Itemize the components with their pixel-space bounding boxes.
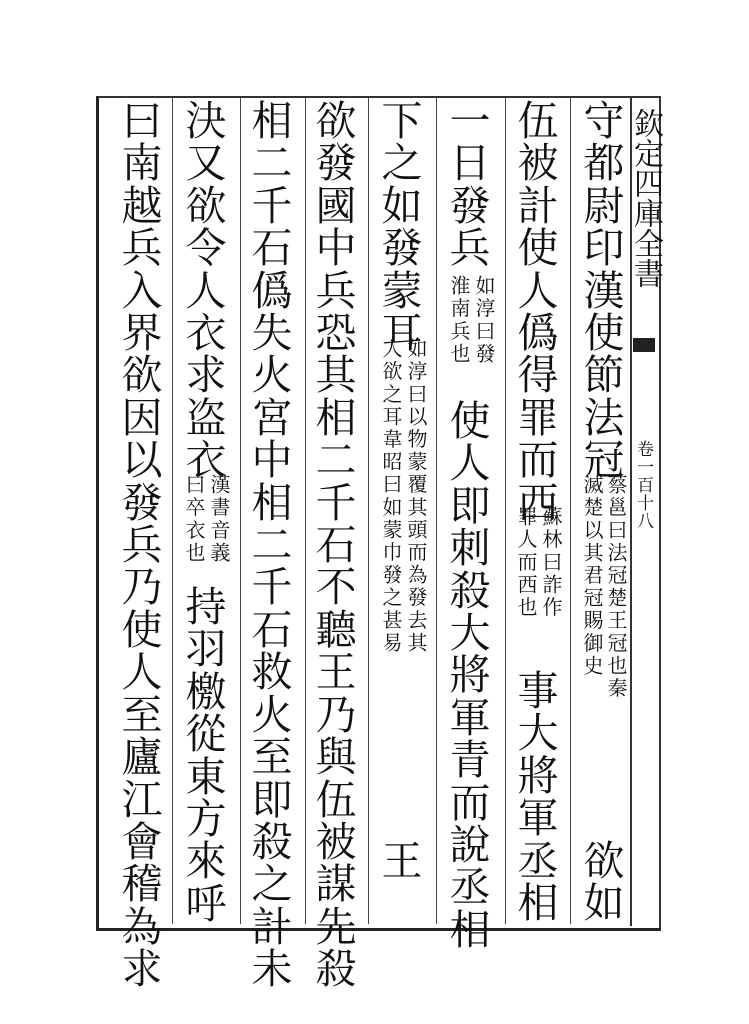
column-rule bbox=[436, 98, 437, 924]
character: 二 bbox=[251, 521, 293, 570]
character: 使 bbox=[121, 605, 163, 654]
character: 令 bbox=[185, 224, 227, 273]
character: 求 bbox=[121, 945, 163, 994]
character: 石 bbox=[315, 521, 357, 570]
character: 日 bbox=[449, 139, 491, 188]
character: 說 bbox=[449, 821, 491, 870]
character: 方 bbox=[185, 795, 227, 844]
text-column-6 bbox=[250, 97, 294, 994]
text-column-2-cont bbox=[516, 667, 560, 928]
character: 發 bbox=[381, 224, 423, 273]
character: 兵 bbox=[449, 224, 491, 273]
column-rule bbox=[240, 98, 241, 924]
character: 謀 bbox=[315, 860, 357, 909]
character: 人 bbox=[185, 266, 227, 315]
character: 千 bbox=[251, 181, 293, 230]
character: 而 bbox=[449, 778, 491, 827]
text-column-8 bbox=[120, 97, 164, 994]
character: 欲 bbox=[121, 351, 163, 400]
character: 人 bbox=[517, 266, 559, 315]
character: 人 bbox=[449, 439, 491, 488]
character: 失 bbox=[251, 309, 293, 358]
character: 中 bbox=[315, 224, 357, 273]
character: 尉 bbox=[583, 181, 625, 230]
character: 大 bbox=[449, 609, 491, 658]
character: 冠 bbox=[583, 436, 625, 485]
character: 中 bbox=[251, 436, 293, 485]
character: 即 bbox=[251, 775, 293, 824]
character: 相 bbox=[517, 879, 559, 928]
character: 被 bbox=[315, 817, 357, 866]
character: 未 bbox=[251, 945, 293, 994]
character: 王 bbox=[381, 837, 423, 885]
character: 僞 bbox=[251, 266, 293, 315]
text-column-5 bbox=[314, 97, 358, 994]
character: 漢 bbox=[583, 266, 625, 315]
character: 千 bbox=[251, 563, 293, 612]
character: 如 bbox=[381, 181, 423, 230]
character: 發 bbox=[121, 478, 163, 527]
character: 衣 bbox=[185, 436, 227, 485]
character: 越 bbox=[121, 181, 163, 230]
juan-number: 卷一百十八 bbox=[633, 440, 653, 530]
character: 被 bbox=[517, 139, 559, 188]
character: 為 bbox=[121, 902, 163, 951]
character: 乃 bbox=[121, 563, 163, 612]
character: 求 bbox=[185, 351, 227, 400]
annotation-column-4-left: 人欲之耳韋昭曰如蒙巾發之甚易 bbox=[379, 338, 403, 655]
character: 二 bbox=[315, 436, 357, 485]
character: 從 bbox=[185, 710, 227, 759]
character: 刺 bbox=[449, 524, 491, 573]
annotation-column-3-right: 如淳曰發 bbox=[472, 275, 496, 366]
character: 兵 bbox=[121, 521, 163, 570]
annotation-column-2-right: 蘇林曰詐作 bbox=[539, 506, 563, 619]
character: 相 bbox=[251, 478, 293, 527]
character: 人 bbox=[121, 648, 163, 697]
annotation-column-1-left: 滅楚以其君冠賜御史 bbox=[580, 474, 604, 678]
character: 會 bbox=[121, 817, 163, 866]
character: 將 bbox=[449, 651, 491, 700]
character: 將 bbox=[517, 751, 559, 800]
character: 衣 bbox=[185, 309, 227, 358]
text-column-1 bbox=[582, 97, 626, 485]
text-column-4-cont bbox=[380, 837, 424, 885]
character: 計 bbox=[517, 181, 559, 230]
character: 界 bbox=[121, 309, 163, 358]
character: 至 bbox=[121, 690, 163, 739]
character: 伍 bbox=[315, 775, 357, 824]
character: 檄 bbox=[185, 667, 227, 716]
character: 計 bbox=[251, 902, 293, 951]
character: 丞 bbox=[449, 863, 491, 912]
character: 青 bbox=[449, 736, 491, 785]
text-column-7 bbox=[184, 97, 228, 485]
character: 盗 bbox=[185, 393, 227, 442]
character: 殺 bbox=[449, 566, 491, 615]
character: 石 bbox=[251, 224, 293, 273]
character: 救 bbox=[251, 648, 293, 697]
character: 與 bbox=[315, 733, 357, 782]
text-column-3-cont bbox=[448, 397, 492, 954]
character: 欲 bbox=[315, 97, 357, 145]
character: 不 bbox=[315, 563, 357, 612]
character: 罪 bbox=[517, 393, 559, 442]
character: 丞 bbox=[517, 836, 559, 885]
character: 軍 bbox=[449, 693, 491, 742]
character: 印 bbox=[583, 224, 625, 273]
character: 東 bbox=[185, 752, 227, 801]
character: 法 bbox=[583, 393, 625, 442]
character: 王 bbox=[315, 648, 357, 697]
character: 欲 bbox=[583, 837, 625, 885]
character: 至 bbox=[251, 733, 293, 782]
character: 廬 bbox=[121, 733, 163, 782]
character: 之 bbox=[381, 139, 423, 188]
annotation-column-7-right: 漢書音義 bbox=[207, 474, 231, 565]
fishtail-mark bbox=[633, 338, 655, 352]
text-column-7-cont bbox=[184, 583, 228, 928]
character: 乃 bbox=[315, 690, 357, 739]
character: 先 bbox=[315, 902, 357, 951]
character: 耳 bbox=[381, 309, 423, 358]
character: 兵 bbox=[315, 266, 357, 315]
character: 相 bbox=[449, 905, 491, 954]
character: 大 bbox=[517, 709, 559, 758]
character: 又 bbox=[185, 139, 227, 188]
character: 曰 bbox=[121, 97, 163, 145]
character: 以 bbox=[121, 436, 163, 485]
character: 稽 bbox=[121, 860, 163, 909]
text-column-1-cont bbox=[582, 837, 626, 928]
column-rule bbox=[505, 98, 506, 924]
book-title: 欽定四庫全書 bbox=[628, 108, 663, 288]
character: 因 bbox=[121, 393, 163, 442]
character: 發 bbox=[449, 181, 491, 230]
character: 蒙 bbox=[381, 266, 423, 315]
character: 下 bbox=[381, 97, 423, 145]
character: 兵 bbox=[121, 224, 163, 273]
annotation-column-1-right: 蔡邕曰法冠楚王冠也秦 bbox=[604, 474, 628, 700]
character: 二 bbox=[251, 139, 293, 188]
column-rule bbox=[172, 98, 173, 924]
character: 守 bbox=[583, 97, 625, 145]
character: 殺 bbox=[251, 817, 293, 866]
character: 伍 bbox=[517, 97, 559, 145]
character: 呼 bbox=[185, 879, 227, 928]
character: 欲 bbox=[185, 181, 227, 230]
column-rule bbox=[305, 98, 306, 924]
character: 使 bbox=[583, 309, 625, 358]
character: 國 bbox=[315, 181, 357, 230]
character: 殺 bbox=[315, 945, 357, 994]
character: 而 bbox=[517, 436, 559, 485]
character: 南 bbox=[121, 139, 163, 188]
character: 千 bbox=[315, 478, 357, 527]
character: 如 bbox=[583, 879, 625, 928]
column-rule bbox=[368, 98, 369, 924]
text-column-3 bbox=[448, 97, 492, 273]
character: 羽 bbox=[185, 625, 227, 674]
character: 西 bbox=[517, 478, 559, 527]
character: 使 bbox=[449, 397, 491, 445]
character: 都 bbox=[583, 139, 625, 188]
character: 聽 bbox=[315, 605, 357, 654]
character: 江 bbox=[121, 775, 163, 824]
annotation-column-2-left: 罪人而西也 bbox=[514, 506, 538, 619]
character: 軍 bbox=[517, 794, 559, 843]
character: 決 bbox=[185, 97, 227, 145]
text-column-4 bbox=[380, 97, 424, 358]
character: 持 bbox=[185, 583, 227, 631]
character: 相 bbox=[251, 97, 293, 145]
character: 節 bbox=[583, 351, 625, 400]
character: 火 bbox=[251, 351, 293, 400]
character: 一 bbox=[449, 97, 491, 145]
annotation-column-4-right: 如淳曰以物蒙覆其頭而為發去其 bbox=[404, 338, 428, 655]
character: 得 bbox=[517, 351, 559, 400]
annotation-column-3-left: 淮南兵也 bbox=[447, 275, 471, 366]
character: 使 bbox=[517, 224, 559, 273]
character: 之 bbox=[251, 860, 293, 909]
character: 石 bbox=[251, 605, 293, 654]
text-column-2 bbox=[516, 97, 560, 527]
character: 事 bbox=[517, 667, 559, 715]
column-rule bbox=[570, 98, 571, 924]
character: 相 bbox=[315, 393, 357, 442]
character: 發 bbox=[315, 139, 357, 188]
character: 其 bbox=[315, 351, 357, 400]
character: 僞 bbox=[517, 309, 559, 358]
character: 即 bbox=[449, 481, 491, 530]
annotation-column-7-left: 曰卒衣也 bbox=[182, 474, 206, 565]
character: 入 bbox=[121, 266, 163, 315]
character: 宮 bbox=[251, 393, 293, 442]
character: 恐 bbox=[315, 309, 357, 358]
character: 來 bbox=[185, 837, 227, 886]
character: 火 bbox=[251, 690, 293, 739]
